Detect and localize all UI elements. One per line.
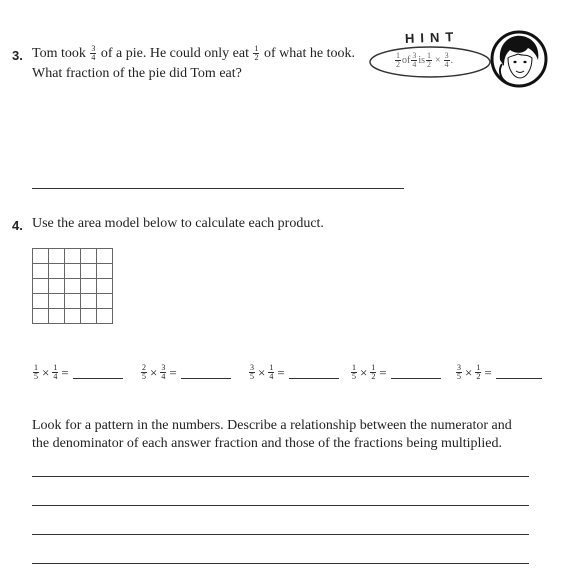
problem-2-equals: = [169,364,177,380]
grid-cell[interactable] [81,279,97,294]
area-model-grid [32,248,113,324]
problem-4-equals: = [379,364,387,380]
hint-frac-1: $\frac{1}{2}$ [396,51,400,69]
hint-is: is [418,55,426,66]
product-problem-4 [350,364,441,381]
question-3-text-a: Tom took [32,46,86,61]
question-3-text-b: of a pie. He could only eat [100,46,249,61]
hint-body [394,52,453,69]
grid-cell[interactable] [97,249,113,264]
problem-1-equals: = [61,364,69,380]
grid-cell[interactable] [81,294,97,309]
grid-cell[interactable] [33,279,49,294]
grid-cell[interactable] [97,294,113,309]
problem-5-equals: = [484,364,492,380]
writing-line-3[interactable] [32,534,529,535]
problem-4-times: × [360,364,368,380]
fraction-one-half: $\frac{1}{2}$ [254,44,259,63]
grid-cell[interactable] [65,294,81,309]
grid-cell[interactable] [65,264,81,279]
question-3-answer-line[interactable] [32,188,404,189]
writing-line-4[interactable] [32,563,529,564]
grid-cell[interactable] [49,249,65,264]
grid-row [33,309,113,324]
problem-3-answer-blank[interactable] [289,366,339,379]
grid-cell[interactable] [49,279,65,294]
problem-5-frac-a: $\frac{3}{5}$ [457,363,461,381]
hint-times: × [435,55,441,66]
question-4-text: Use the area model below to calculate each product. [32,216,324,231]
pattern-prompt-line2: the denominator of each answer fraction and those of the fractions being multiplied. [32,436,503,451]
problem-1-frac-b: $\frac{1}{4}$ [53,363,58,381]
writing-line-2[interactable] [32,505,529,506]
question-3-text [32,44,355,63]
problem-2-times: × [150,364,158,380]
problem-1-answer-blank[interactable] [73,366,123,379]
problem-2-frac-a: $\frac{2}{5}$ [142,363,146,381]
grid-cell[interactable] [49,264,65,279]
grid-cell[interactable] [49,309,65,324]
product-problem-2 [140,364,231,381]
grid-cell[interactable] [65,249,81,264]
grid-cell[interactable] [81,309,97,324]
grid-cell[interactable] [81,264,97,279]
problem-4-frac-b: $\frac{1}{2}$ [371,363,376,381]
grid-cell[interactable] [97,264,113,279]
hint-frac-3: $\frac{1}{2}$ [427,51,432,69]
hint-period: . [450,55,454,66]
writing-line-1[interactable] [32,476,529,477]
problem-4-answer-blank[interactable] [391,366,441,379]
problem-1-frac-a: $\frac{1}{5}$ [34,363,38,381]
question-3-line2: What fraction of the pie did Tom eat? [32,66,242,81]
product-problem-1 [32,364,123,381]
grid-cell[interactable] [33,309,49,324]
question-3-number: 3. [12,48,23,63]
grid-cell[interactable] [65,309,81,324]
problem-5-times: × [465,364,473,380]
hint-frac-2: $\frac{3}{4}$ [412,51,417,69]
grid-row [33,264,113,279]
fraction-three-quarters: $\frac{3}{4}$ [91,44,96,63]
hint-frac-4: $\frac{3}{4}$ [444,51,449,69]
problem-1-times: × [42,364,50,380]
question-4-number: 4. [12,218,23,233]
hint-title: HINT [404,29,460,46]
product-problem-3 [248,364,339,381]
grid-row [33,294,113,309]
product-problem-5 [455,364,542,381]
problem-3-frac-b: $\frac{1}{4}$ [269,363,274,381]
problem-5-frac-b: $\frac{1}{2}$ [476,363,481,381]
grid-cell[interactable] [81,249,97,264]
problem-4-frac-a: $\frac{1}{5}$ [352,363,356,381]
grid-cell[interactable] [49,294,65,309]
grid-cell[interactable] [33,294,49,309]
problem-2-answer-blank[interactable] [181,366,231,379]
grid-cell[interactable] [97,279,113,294]
grid-cell[interactable] [65,279,81,294]
grid-row [33,279,113,294]
question-3-text-c: of what he took. [263,46,355,61]
grid-row [33,249,113,264]
problem-3-equals: = [277,364,285,380]
problem-3-frac-a: $\frac{3}{5}$ [250,363,254,381]
problem-5-answer-blank[interactable] [496,366,542,379]
hint-of: of [402,55,411,66]
pattern-prompt-line1: Look for a pattern in the numbers. Describe a relationship between the numerator and [32,418,512,433]
girl-avatar-icon [488,30,550,88]
grid-cell[interactable] [33,249,49,264]
grid-cell[interactable] [33,264,49,279]
problem-2-frac-b: $\frac{3}{4}$ [161,363,166,381]
problem-3-times: × [258,364,266,380]
grid-cell[interactable] [97,309,113,324]
